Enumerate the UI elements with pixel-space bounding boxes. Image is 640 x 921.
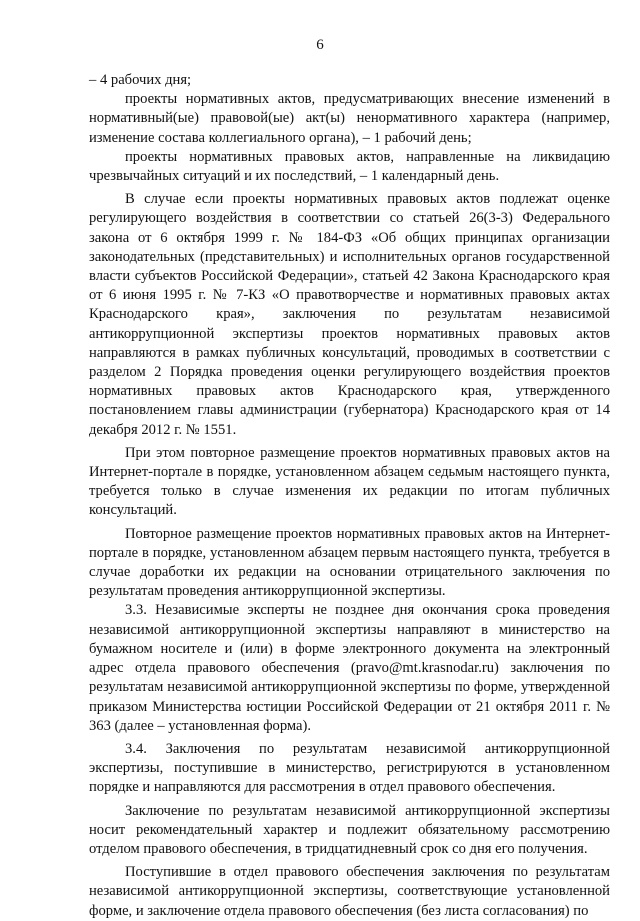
paragraph-recommendation: Заключение по результатам независимой антикоррупционной экспертизы носит рекомендательный характер и подлежит обязательному рассмотрению отделом правового обеспечения, в тридцатидневный срок со дня его получения. <box>89 802 610 857</box>
paragraph-section-3-3: 3.3. Независимые эксперты не позднее дня окончания срока проведения независимой антикоррупционной экспертизы направляют в министерство на бумажном носителе и (или) в форме электронного документа на электронный адрес отдела правового обеспечения (pravo@mt.krasnodar.ru) заключения по результатам независимой антикоррупционной экспертизы по форме, утвержденной приказом Министерства юстиции Российской Федерации от 21 октября 2011 г. № 363 (далее – установленная форма). <box>89 602 610 734</box>
paragraph-working-days: – 4 рабочих дня; <box>89 72 192 88</box>
paragraph-received-conclusions: Поступившие в отдел правового обеспечения заключения по результатам независимой антикоррупционной экспертизы, соответствующие установленной форме, и заключение отдела правового обеспечения (без листа согласования) по <box>89 864 610 919</box>
document-body <box>89 71 610 921</box>
paragraph-emergency-projects: проекты нормативных правовых актов, направленные на ликвидацию чрезвычайных ситуаций и их последствий, – 1 календарный день. <box>89 148 610 185</box>
paragraph-regulatory-impact: В случае если проекты нормативных правовых актов подлежат оценке регулирующего воздействия в соответствии со статьей 26(3-3) Федерального закона от 6 октября 1999 г. № 184-ФЗ «Об общих принципах организации законодательных (представительных) и исполнительных органов государственной власти субъектов Российской Федерации», статьей 42 Закона Краснодарского края от 6 июня 1995 г. № 7-КЗ «О правотворчестве и нормативных правовых актах Краснодарского края», заключения по результатам независимой антикоррупционной экспертизы проектов нормативных правовых актов направляются в рамках публичных консультаций, проводимых в соответствии с разделом 2 Порядка проведения оценки регулирующего воздействия проектов нормативных правовых актов Краснодарского края, утвержденного постановлением главы администрации (губернатора) Краснодарского края от 14 декабря 2012 г. № 1551. <box>89 191 610 438</box>
paragraph-repeat-placement-revision: Повторное размещение проектов нормативных правовых актов на Интернет-портале в порядке, установленном абзацем первым настоящего пункта, требуется в случае доработки их редакции на основании отрицательного заключения по результатам проведения антикоррупционной экспертизы. <box>89 525 610 600</box>
paragraph-repeat-placement-consultations: При этом повторное размещение проектов нормативных правовых актов на Интернет-портале в порядке, установленном абзацем седьмым настоящего пункта, требуется только в случае изменения их редакции по итогам публичных консультаций. <box>89 444 610 519</box>
page-number: 6 <box>316 37 324 53</box>
paragraph-section-3-4: 3.4. Заключения по результатам независимой антикоррупционной экспертизы, поступившие в министерство, регистрируются в установленном порядке и направляются для рассмотрения в отдел правового обеспечения. <box>89 740 610 796</box>
paragraph-amendment-projects: проекты нормативных актов, предусматривающих внесение изменений в нормативный(ые) правовой(ые) акт(ы) ненормативного характера (например, изменение состава коллегиального органа), – 1 рабочий день; <box>89 91 610 146</box>
